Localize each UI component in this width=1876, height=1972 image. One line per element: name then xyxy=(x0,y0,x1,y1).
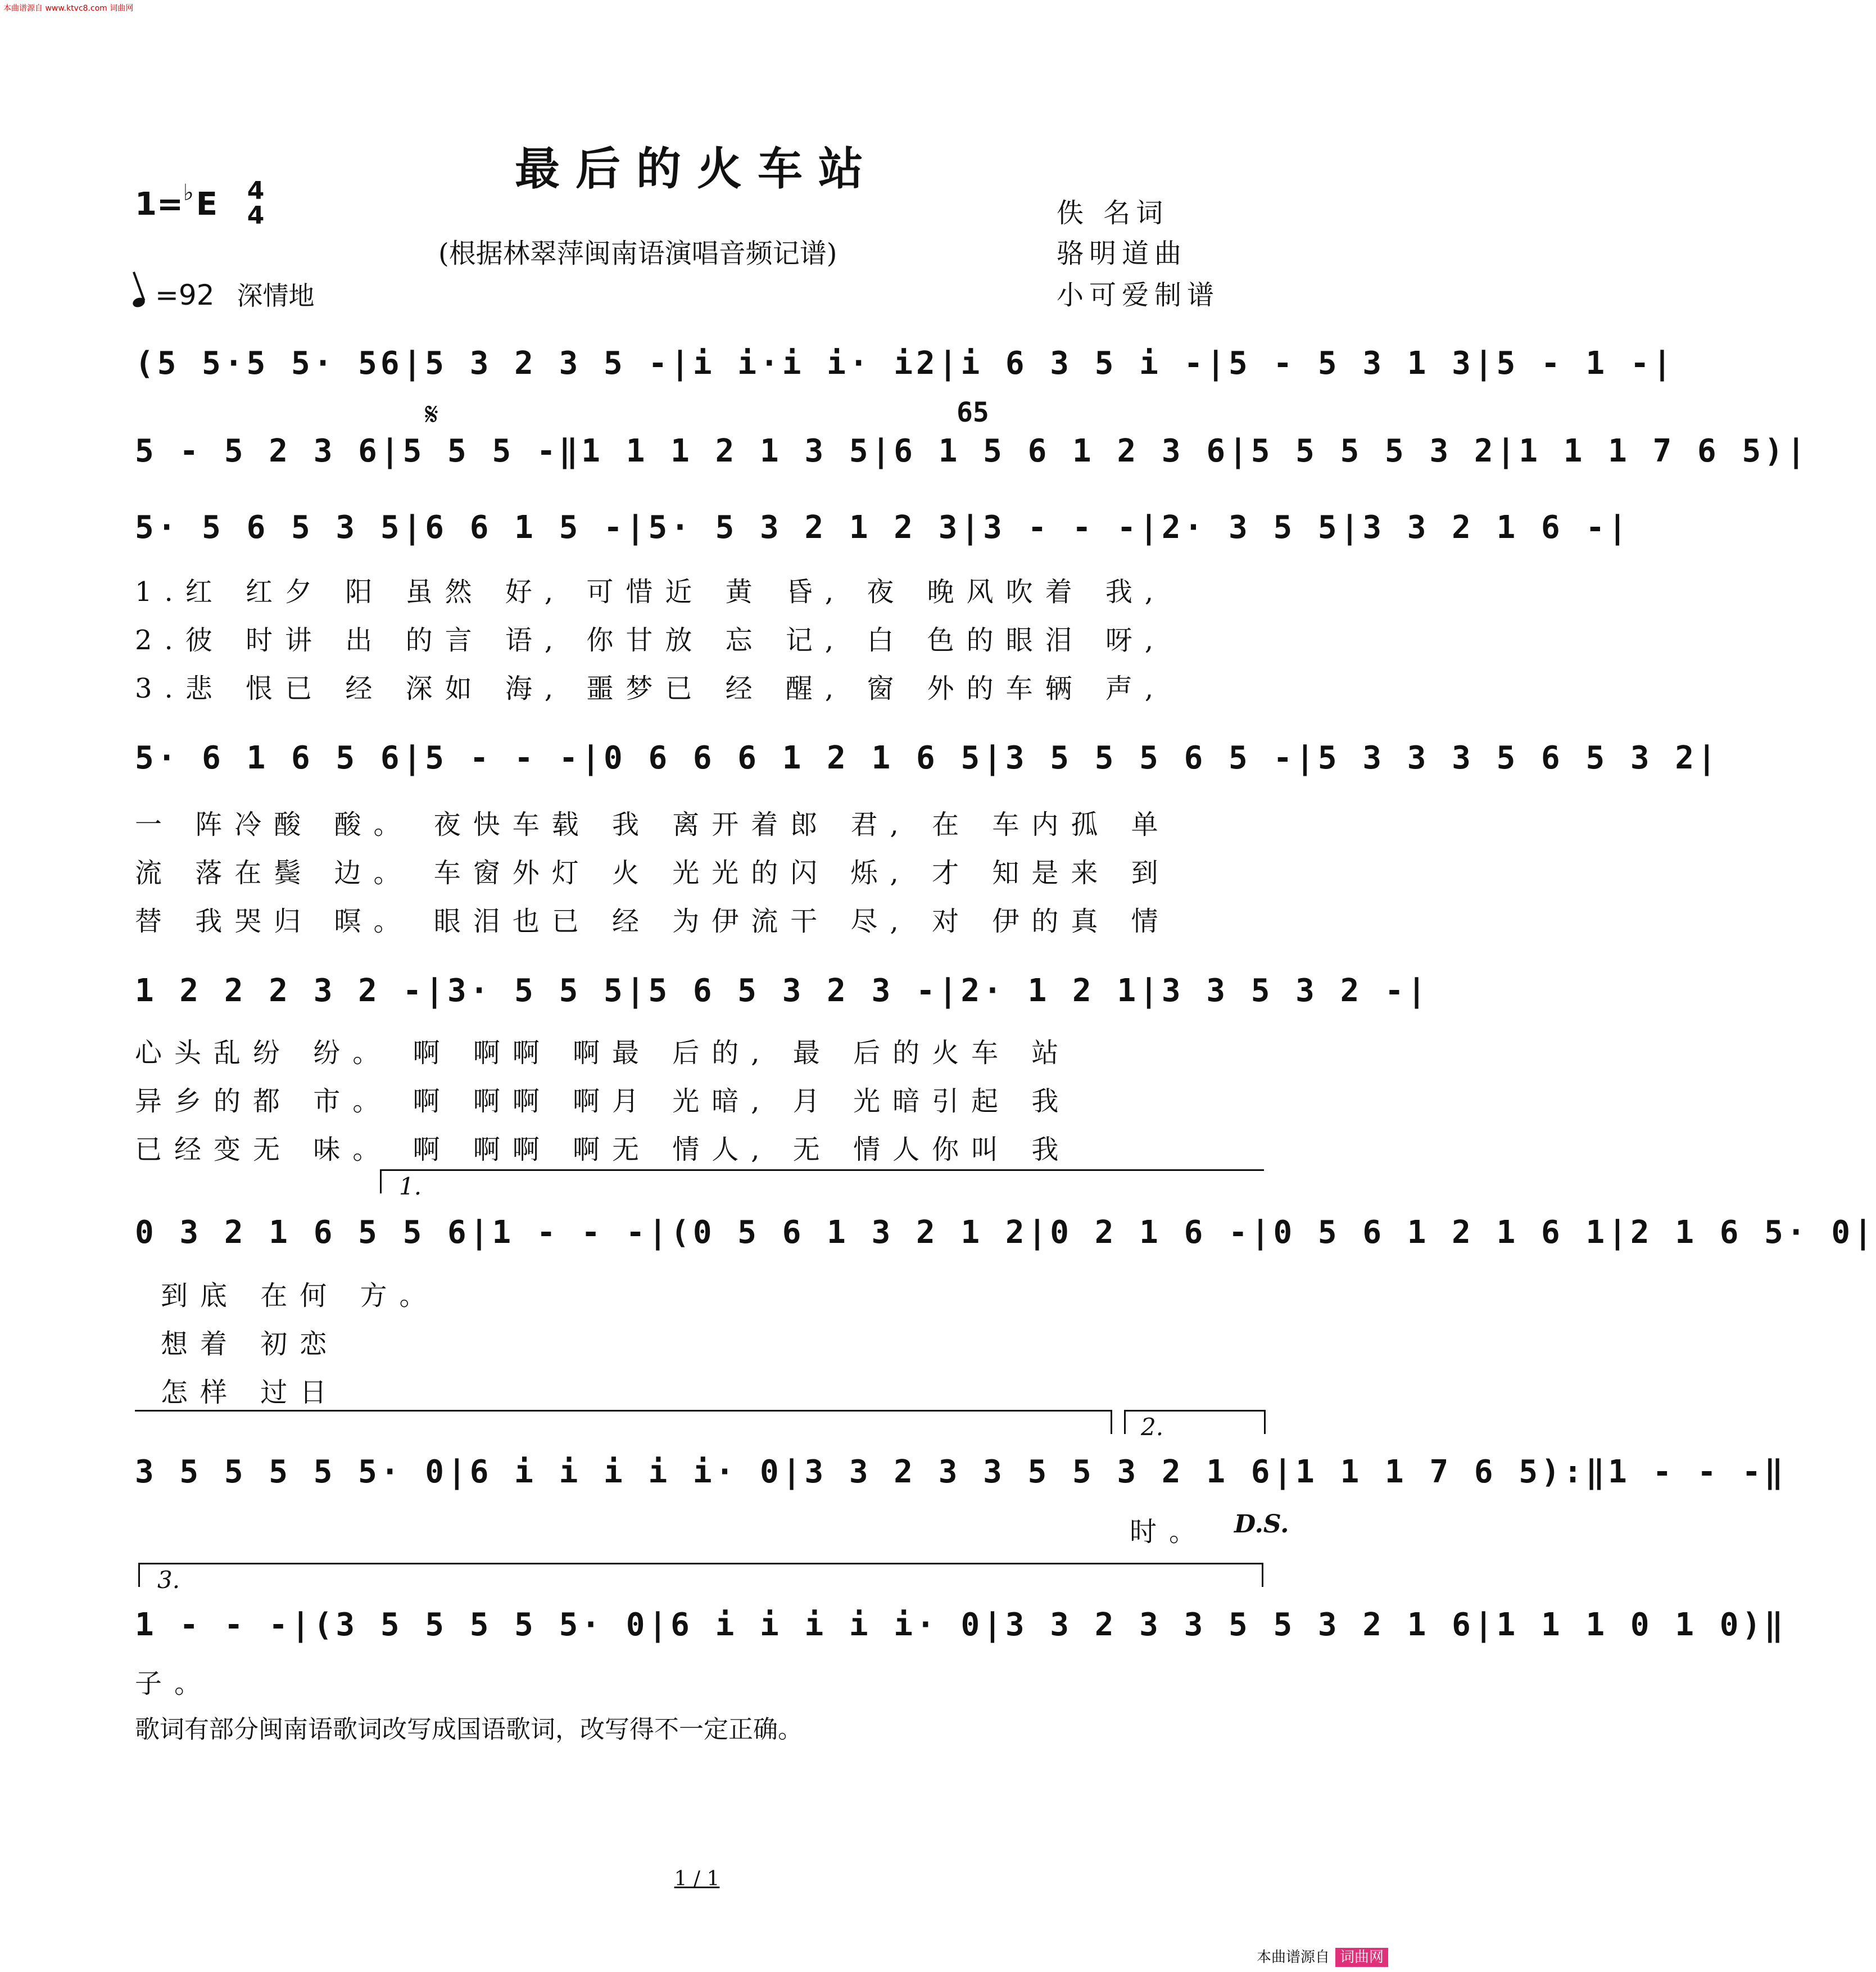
lyric-line: 已经变无 味。 啊 啊啊 啊无 情人, 无 情人你叫 我 xyxy=(135,1134,1071,1165)
notation-row-8: 1 - - -|(3 5 5 5 5 5· 0|6 i i i i i· 0|3 3 2 3 3 5 5 3 2 1 6|1 1 1 0 1 0)‖ xyxy=(135,1607,1787,1643)
lyric-line: 一 阵冷酸 酸。 夜快车载 我 离开着郎 君, 在 车内孤 单 xyxy=(135,809,1171,840)
key-signature xyxy=(135,180,217,223)
credit-transcriber: 小可爱制谱 xyxy=(1057,279,1220,311)
segno-icon: 𝄋 xyxy=(425,396,439,433)
credit-composer: 骆明道曲 xyxy=(1057,238,1188,269)
lyric-line: 到底 在何 方。 xyxy=(161,1280,439,1311)
source-watermark: 本曲谱源自 www.ktvc8.com 词曲网 xyxy=(3,4,134,13)
time-signature xyxy=(242,179,270,228)
credit-lyricist: 佚 名词 xyxy=(1057,197,1169,229)
notation-row-3: 5· 5 6 5 3 5|6 6 1 5 -|5· 5 3 2 1 2 3|3 - - -|2· 3 5 5|3 3 2 1 6 -| xyxy=(135,509,1630,546)
notation-row-6: 0 3 2 1 6 5 5 6|1 - - -|(0 5 6 1 3 2 1 2|0 2 1 6 -|0 5 6 1 2 1 6 1|2 1 6 5· 0| xyxy=(135,1214,1876,1251)
time-numerator: 4 xyxy=(247,177,265,205)
footnote: 歌词有部分闽南语歌词改写成国语歌词，改写得不一定正确。 xyxy=(135,1715,803,1744)
lyric-line: 想着 初恋 xyxy=(161,1328,339,1360)
lyric-line: 时。 xyxy=(1130,1516,1209,1548)
lyric-line: 替 我哭归 暝。 眼泪也已 经 为伊流干 尽, 对 伊的真 情 xyxy=(135,906,1171,937)
song-title: 最后的火车站 xyxy=(515,142,879,195)
page-number xyxy=(0,1867,1394,1890)
lyric-line: 异乡的都 市。 啊 啊啊 啊月 光暗, 月 光暗引起 我 xyxy=(135,1085,1071,1117)
volta-bracket-1-end xyxy=(135,1410,1112,1434)
key-prefix: 1= xyxy=(135,186,183,223)
notation-row-1: (5 5·5 5· 56|5 3 2 3 5 -|i i·i i· i2|i 6 3 5 i -|5 - 5 3 1 3|5 - 1 -| xyxy=(135,345,1675,382)
notation-row-4: 5· 6 1 6 5 6|5 - - -|0 6 6 6 1 2 1 6 5|3 5 5 5 6 5 -|5 3 3 3 5 6 5 3 2| xyxy=(135,740,1720,776)
subtitle: (根据林翠萍闽南语演唱音频记谱) xyxy=(438,238,837,269)
notation-row-7: 3 5 5 5 5 5· 0|6 i i i i i· 0|3 3 2 3 3 5 5 3 2 1 6|1 1 1 7 6 5):‖1 - - -‖ xyxy=(135,1454,1787,1490)
volta-number-2: 2. xyxy=(1141,1413,1164,1441)
notation-row-2: 5 - 5 2 3 6|5 5 5 -‖1 1 1 2 1 3 5|6 1 5 6 1 2 3 6|5 5 5 5 3 2|1 1 1 7 6 5)| xyxy=(135,433,1809,469)
volta-bracket-3 xyxy=(138,1563,1263,1587)
expression-mark: 深情地 xyxy=(237,281,315,311)
flat-sign: ♭ xyxy=(183,180,194,206)
volta-bracket-1 xyxy=(380,1169,1264,1193)
lyric-line: 子。 xyxy=(135,1668,214,1699)
footer-site-logo: 词曲网 xyxy=(1335,1948,1388,1967)
lyric-line: 怎样 过日 xyxy=(161,1377,339,1408)
tempo-bpm: =92 xyxy=(155,279,215,311)
time-denominator: 4 xyxy=(247,201,265,230)
lyric-line: 心头乱纷 纷。 啊 啊啊 啊最 后的, 最 后的火车 站 xyxy=(135,1037,1071,1069)
page-number-text: 1 / 1 xyxy=(674,1867,720,1890)
lyric-line: 流 落在鬓 边。 车窗外灯 火 光光的闪 烁, 才 知是来 到 xyxy=(135,857,1171,889)
lyric-line: 2.彼 时讲 出 的言 语, 你甘放 忘 记, 白 色的眼泪 呀, xyxy=(135,625,1166,656)
volta-number-3: 3. xyxy=(157,1566,180,1594)
volta-number-1: 1. xyxy=(399,1173,422,1200)
footer-watermark xyxy=(1257,1946,1388,1966)
footer-source: 本曲谱源自 xyxy=(1256,1949,1330,1966)
lyric-line: 3.悲 恨已 经 深如 海, 噩梦已 经 醒, 窗 外的车辆 声, xyxy=(135,673,1166,704)
notation-row-5: 1 2 2 2 3 2 -|3· 5 5 5|5 6 5 3 2 3 -|2· 1 2 1|3 3 5 3 2 -| xyxy=(135,973,1430,1009)
grace-notes: 65 xyxy=(957,397,989,428)
quarter-note-icon xyxy=(132,296,146,309)
dal-segno-mark: D.S. xyxy=(1234,1510,1289,1539)
key-note: E xyxy=(196,186,218,223)
tempo-marking xyxy=(133,275,315,313)
lyric-line: 1.红 红夕 阳 虽然 好, 可惜近 黄 昏, 夜 晚风吹着 我, xyxy=(135,576,1166,608)
